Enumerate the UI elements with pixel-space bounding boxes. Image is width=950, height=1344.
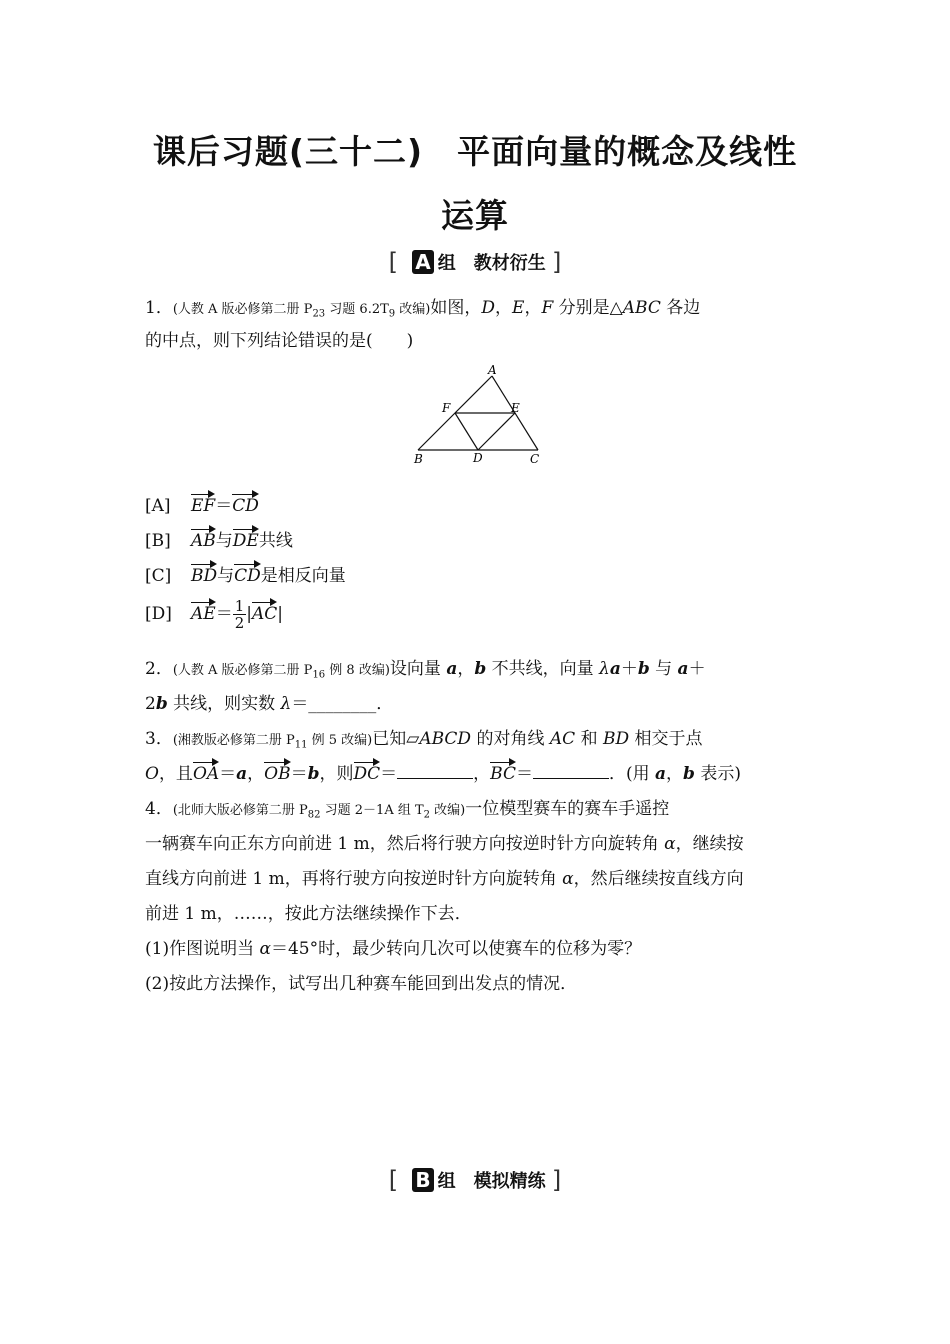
q1-line1: 1．(人教 A 版必修第二册 $P_{23}$ 习题 $6.2T_9$ 改编)如图，D，E，F 分别是△ABC 各边 <box>145 298 701 320</box>
q4-line1: 4．(北师大版必修第二册 $P_{82}$ 习题 2－1A 组 $T_2$ 改编)一位模型赛车的赛车手遥控 <box>145 799 670 821</box>
q1-number: 1． <box>145 298 173 318</box>
bracket-open: [ <box>388 1166 399 1194</box>
triangle-figure <box>408 362 548 468</box>
label-d: D <box>473 451 483 465</box>
answer-blank-dc[interactable] <box>397 764 473 779</box>
page-title-line2: 运算 <box>441 196 509 235</box>
segment-fd <box>455 413 478 450</box>
label-c: C <box>530 452 540 466</box>
group-a-label: 组 教材衍生 <box>437 253 546 274</box>
segment-ed <box>478 413 515 450</box>
label-e: E <box>511 401 520 415</box>
group-a-badge: A <box>412 250 433 274</box>
q1-option-d: [D] AE＝ $\frac{1}{2}$ |AC| <box>145 597 283 632</box>
bracket-open: [ <box>388 248 398 276</box>
group-b-label: 组 模拟精练 <box>437 1171 546 1192</box>
bracket-close: ] <box>552 248 562 276</box>
q4-line4: 前进 1 m，……，按此方法继续操作下去． <box>145 904 472 924</box>
label-b: B <box>414 452 423 466</box>
q1-line2: 的中点，则下列结论错误的是( ) <box>145 331 414 351</box>
q4-sub2: (2)按此方法操作，试写出几种赛车能回到出发点的情况． <box>145 974 578 994</box>
answer-blank-bc[interactable] <box>533 764 609 779</box>
q1-option-a: [A] EF＝CD <box>145 496 259 516</box>
page-title-line1: 课后习题(三十二) 平面向量的概念及线性 <box>152 132 798 171</box>
label-a: A <box>488 363 497 377</box>
label-f: F <box>442 401 451 415</box>
fraction-half: $\frac{1}{2}$ <box>234 597 245 632</box>
bracket-close: ] <box>551 1166 562 1194</box>
q2-line2: 2b 共线，则实数 λ＝________． <box>145 694 394 714</box>
q3-line2: O，且OA＝a，OB＝b，则DC＝ ，BC＝ ．(用 a，b 表示) <box>145 764 741 784</box>
group-b-badge: B <box>412 1168 433 1192</box>
q4-line2: 一辆赛车向正东方向前进 1 m，然后将行驶方向按逆时针方向旋转角 α，继续按 <box>145 834 744 854</box>
group-b-header <box>0 1166 950 1194</box>
q2-line1: 2．(人教 A 版必修第二册 $P_{16}$ 例 8 改编)设向量 a，b 不共线，向量 λa＋b 与 a＋ <box>145 659 706 681</box>
group-a-header <box>0 248 950 276</box>
q1-option-c: [C] BD与CD是相反向量 <box>145 566 346 586</box>
q1-option-b: [B] AB与DE共线 <box>145 531 293 551</box>
q4-line3: 直线方向前进 1 m，再将行驶方向按逆时针方向旋转角 α，然后继续按直线方向 <box>145 869 744 889</box>
q4-sub1: (1)作图说明当 α＝45°时，最少转向几次可以使赛车的位移为零？ <box>145 939 642 959</box>
q3-line1: 3．(湘教版必修第二册 $P_{11}$ 例 5 改编)已知▱ABCD 的对角线 AC 和 BD 相交于点 <box>145 729 703 751</box>
q1-source: (人教 A 版必修第二册 $P_{23}$ 习题 $6.2T_9$ 改编) <box>172 302 431 320</box>
